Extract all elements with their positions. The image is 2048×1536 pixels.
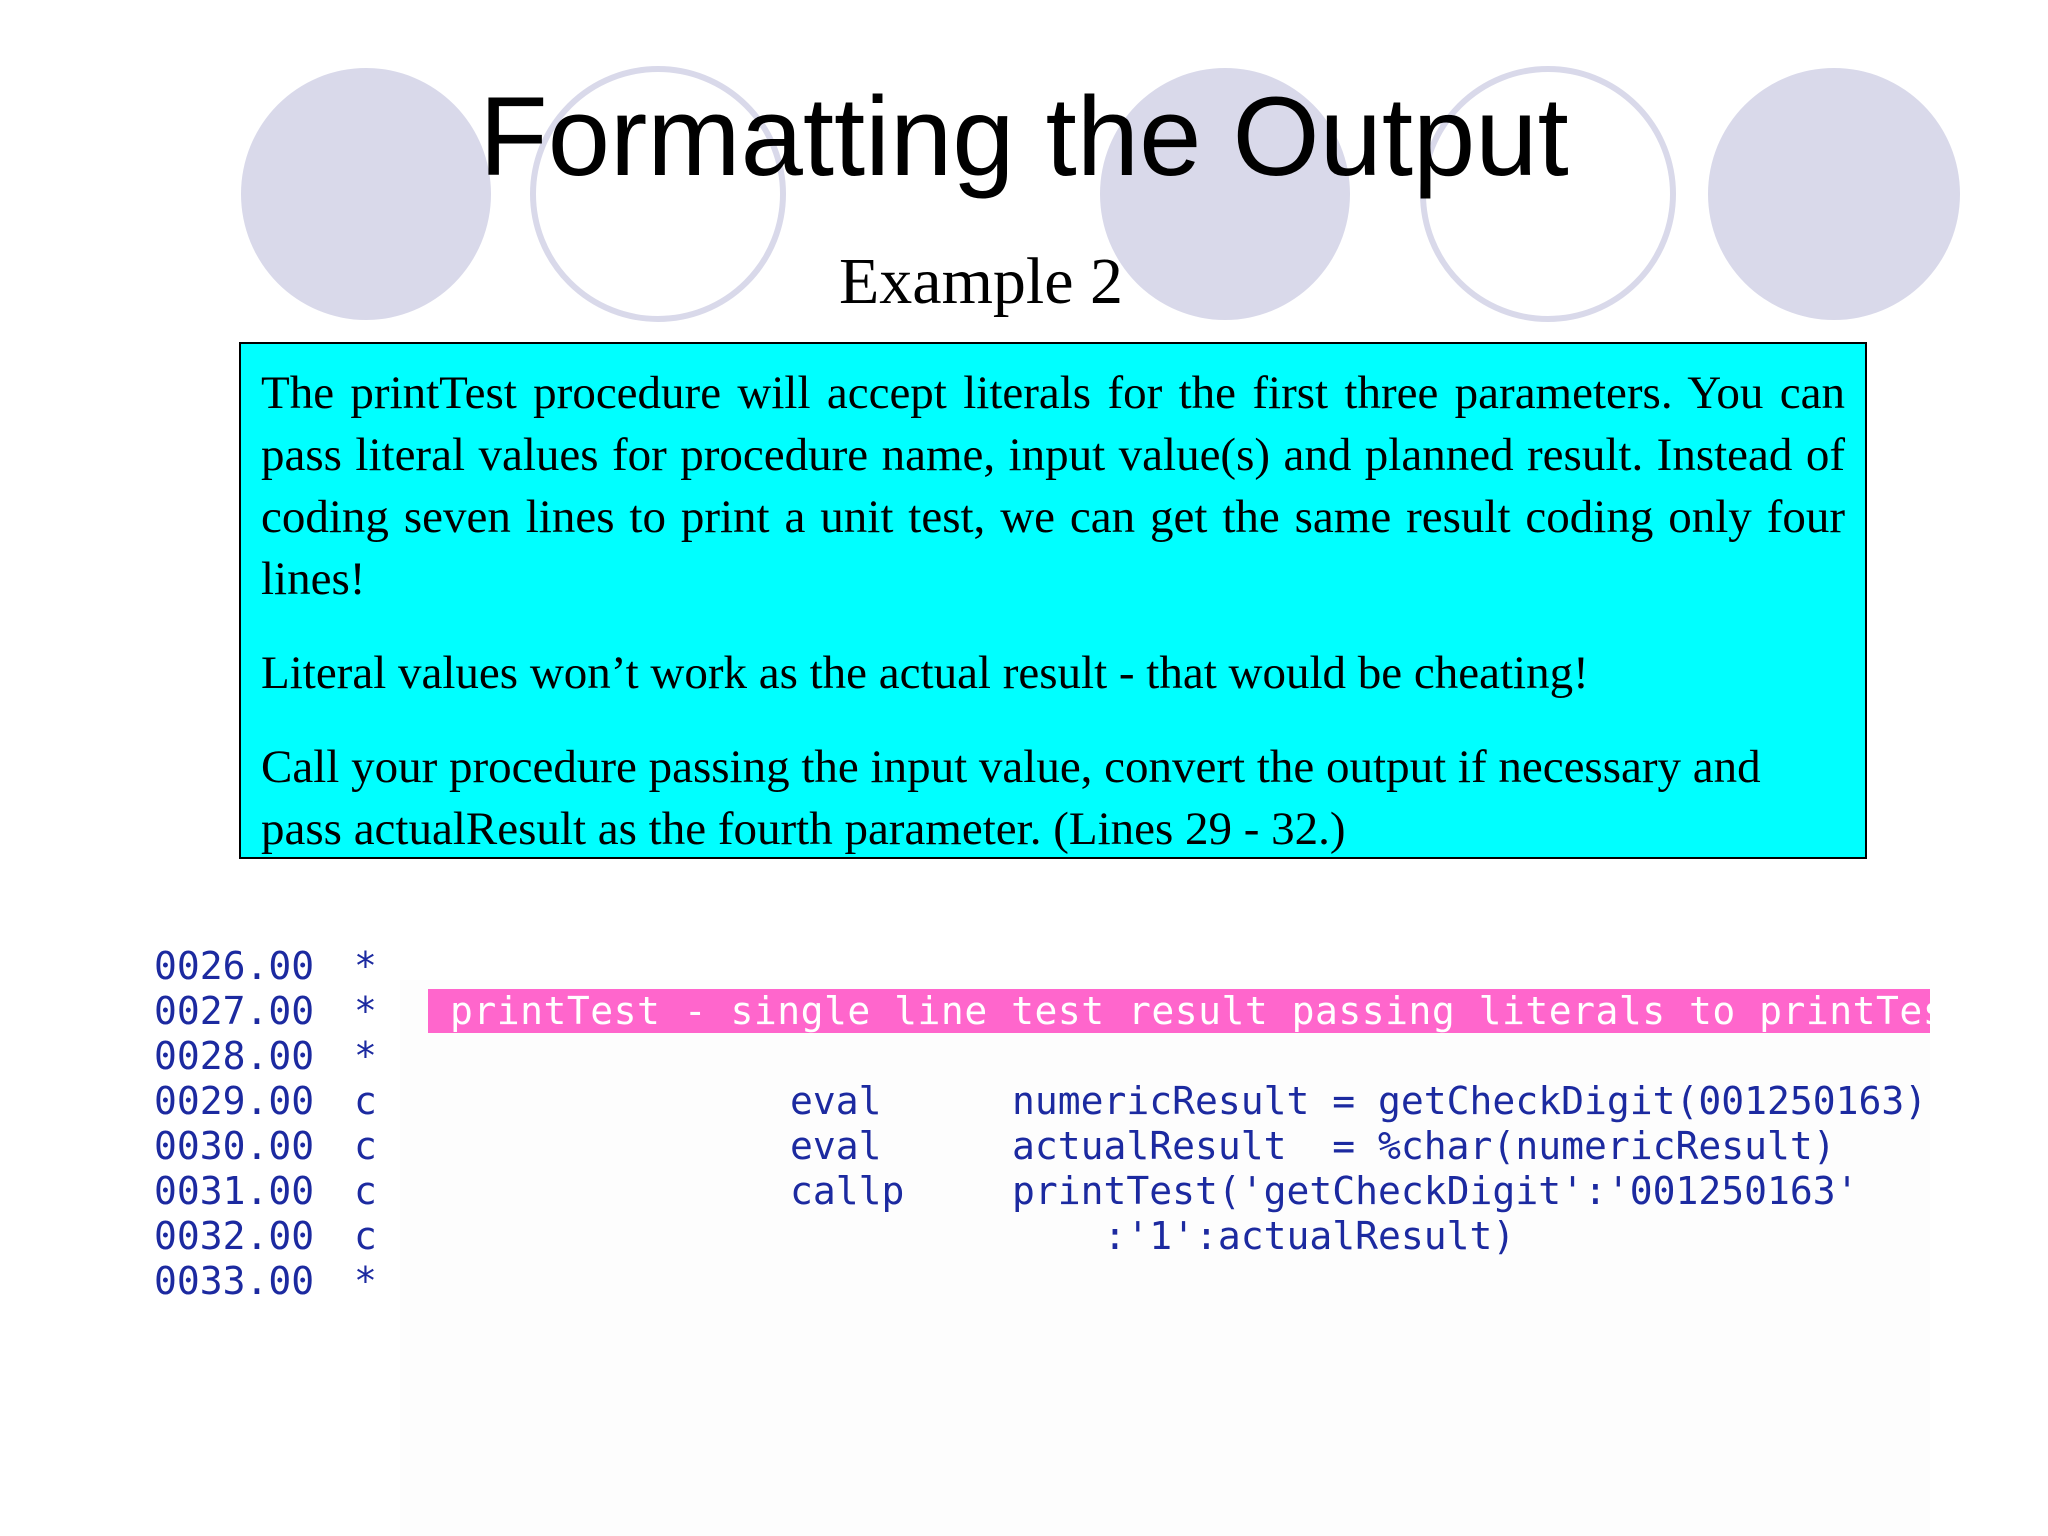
line-args: :'1':actualResult) <box>1012 1214 1516 1258</box>
line-args: actualResult = %char(numericResult) <box>1012 1124 1836 1168</box>
line-opcode: eval <box>790 1124 882 1168</box>
line-marker: * <box>354 1259 377 1303</box>
code-listing <box>130 930 1970 1536</box>
line-number: 0026.00 <box>154 944 315 988</box>
line-marker: c <box>354 1124 377 1168</box>
line-marker: c <box>354 1214 377 1258</box>
slide-title: Formatting the Output <box>479 74 1569 199</box>
line-number: 0032.00 <box>154 1214 315 1258</box>
code-line <box>154 1169 1859 1214</box>
info-paragraph: Call your procedure passing the input value, convert the output if necessary and pass actualResult as the fourth parameter. (Lines 29 - 32.) <box>261 741 1761 855</box>
code-line <box>154 1124 1836 1169</box>
line-number: 0029.00 <box>154 1079 315 1123</box>
code-line <box>154 944 377 989</box>
slide-subtitle: Example 2 <box>838 245 1124 318</box>
line-marker: c <box>354 1079 377 1123</box>
line-args: printTest('getCheckDigit':'001250163' <box>1012 1169 1859 1213</box>
line-marker: * <box>354 989 377 1033</box>
code-line <box>154 1034 377 1079</box>
line-number: 0030.00 <box>154 1124 315 1168</box>
line-args: numericResult = getCheckDigit(001250163) <box>1012 1079 1928 1123</box>
line-marker: * <box>354 944 377 988</box>
line-number: 0028.00 <box>154 1034 315 1078</box>
line-marker: c <box>354 1169 377 1213</box>
line-marker: * <box>354 1034 377 1078</box>
info-paragraph: The printTest procedure will accept literals for the first three parameters. You can pass literal values for procedure name, input value(s) and planned result. Instead of coding seven lines to print a unit test, we can get the same result coding only four lines! <box>261 367 1845 605</box>
code-line <box>154 989 1970 1034</box>
code-line <box>154 1079 1928 1124</box>
info-paragraph: Literal values won’t work as the actual result - that would be cheating! <box>261 647 1589 699</box>
line-opcode: eval <box>790 1079 882 1123</box>
info-box <box>239 342 1867 859</box>
code-line <box>154 1259 377 1304</box>
highlighted-comment: printTest - single line test result passing literals to printTest <box>428 989 1930 1033</box>
line-opcode: callp <box>790 1169 905 1213</box>
code-line <box>154 1214 1516 1259</box>
line-number: 0033.00 <box>154 1259 315 1303</box>
line-number: 0031.00 <box>154 1169 315 1213</box>
line-number: 0027.00 <box>154 989 315 1033</box>
